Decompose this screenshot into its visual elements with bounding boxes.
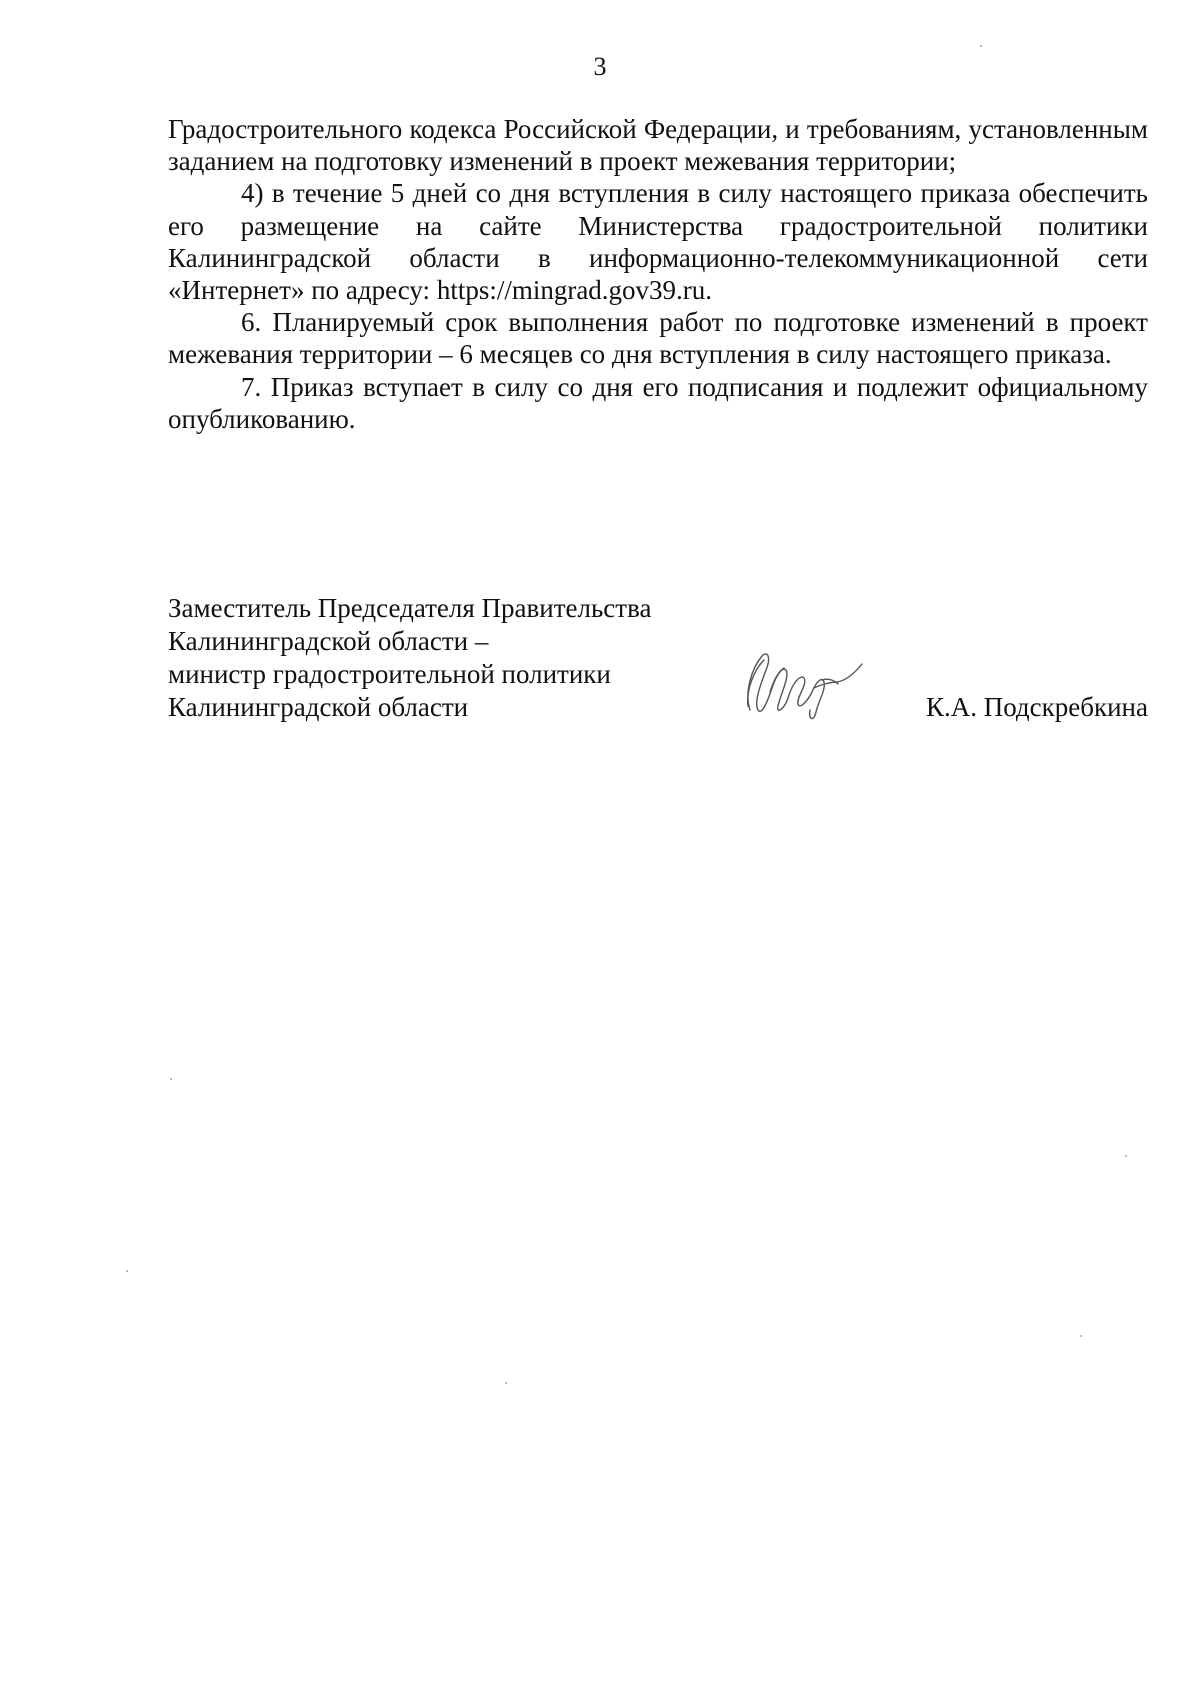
scan-artifact — [980, 45, 982, 47]
paragraph-item-4: 4) в течение 5 дней со дня вступления в силу настоящего приказа обеспечить его размещение на сайте Министерства градостроительной политики Калининградской области в информационно-телекоммуникационной сети «Интернет» по адресу: https://mingrad.gov39.ru. — [168, 178, 1148, 306]
signatory-position-line: Калининградской области — [168, 692, 469, 722]
paragraph-item-6: 6. Планируемый срок выполнения работ по подготовке изменений в проект межевания территории – 6 месяцев со дня вступления в силу настоящего приказа. — [168, 307, 1148, 370]
scan-artifact — [505, 1382, 507, 1384]
handwritten-signature — [738, 640, 868, 725]
scan-artifact — [170, 1078, 172, 1080]
signatory-position-line: министр градостроительной политики — [168, 659, 611, 689]
scan-artifact — [1125, 1155, 1127, 1157]
page-number: 3 — [593, 52, 607, 81]
scan-artifact — [126, 1270, 128, 1272]
scan-artifact — [1080, 1335, 1082, 1337]
signatory-position-line: Калининградской области – — [168, 626, 489, 656]
document-body — [168, 113, 1148, 435]
paragraph-item-7: 7. Приказ вступает в силу со дня его подписания и подлежит официальному опубликованию. — [168, 371, 1148, 434]
paragraph-continuation: Градостроительного кодекса Российской Федерации, и требованиям, установленным заданием на подготовку изменений в проект межевания территории; — [168, 114, 1148, 177]
signatory-position — [168, 592, 651, 724]
signatory-name: К.А. Подскребкина — [925, 692, 1148, 722]
signatory-position-line: Заместитель Председателя Правительства — [168, 593, 652, 623]
